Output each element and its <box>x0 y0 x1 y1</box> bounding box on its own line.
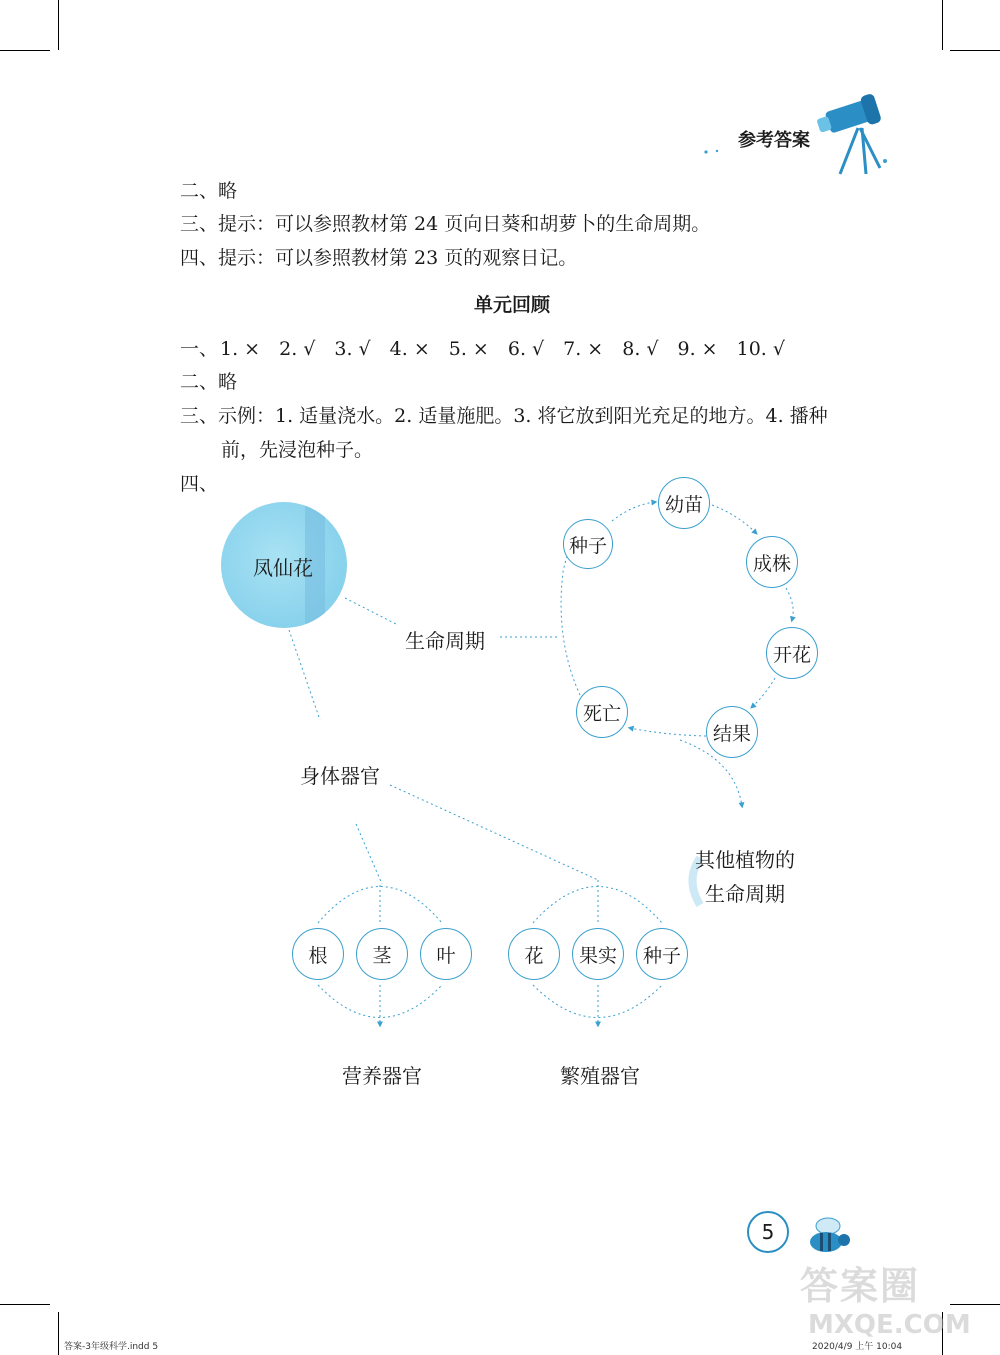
page-number: 5 <box>747 1211 789 1253</box>
cycle-node-seedling: 幼苗 <box>658 477 710 529</box>
organ-node-stem: 茎 <box>356 928 408 980</box>
reproductive-organs-label: 繁殖器官 <box>560 1064 640 1088</box>
answer-item: 4. × <box>389 338 430 360</box>
answer-q3-line1: 三、示例：1. 适量浇水。2. 适量施肥。3. 将它放到阳光充足的地方。4. 播种 <box>180 405 828 427</box>
question-prefix: 一、 <box>180 338 219 360</box>
answer-item: 8. √ <box>622 338 659 360</box>
answer-q4-prefix: 四、 <box>180 473 219 495</box>
cycle-node-fruiting: 结果 <box>706 706 758 758</box>
section-title: 单元回顾 <box>473 294 550 316</box>
other-plants-label-line2: 生命周期 <box>705 882 785 906</box>
life-cycle-label: 生命周期 <box>405 629 485 653</box>
answer-item: 7. × <box>563 338 604 360</box>
answer-q2: 二、略 <box>180 371 238 393</box>
cycle-node-death: 死亡 <box>576 686 628 738</box>
watermark-url: MXQE.COM <box>808 1310 971 1340</box>
cycle-node-seed: 种子 <box>563 519 613 569</box>
organ-node-fruit: 果实 <box>572 928 624 980</box>
cycle-node-mature-plant: 成株 <box>746 536 798 588</box>
answer-item: 6. √ <box>507 338 545 360</box>
answer-item: 1. × <box>220 338 261 360</box>
organ-node-leaf: 叶 <box>420 928 472 980</box>
watermark-logo-text: 答案圈 <box>800 1264 921 1308</box>
answer-item: 9. × <box>677 338 718 360</box>
bee-icon <box>798 1214 858 1258</box>
answer-item: 2. √ <box>279 338 316 360</box>
answer-line-3: 三、提示：可以参照教材第 24 页向日葵和胡萝卜的生命周期。 <box>180 213 711 235</box>
body-organs-label: 身体器官 <box>300 764 380 788</box>
footer-file-info: 答案-3年级科学.indd 5 <box>64 1342 159 1352</box>
organ-node-seed: 种子 <box>636 928 688 980</box>
answer-item: 10. √ <box>736 338 785 360</box>
other-plants-label-line1: 其他植物的 <box>695 848 795 872</box>
answer-item: 5. × <box>448 338 489 360</box>
cycle-node-flowering: 开花 <box>766 627 818 679</box>
answer-item: 3. √ <box>334 338 371 360</box>
vegetative-organs-label: 营养器官 <box>342 1064 422 1088</box>
footer-timestamp: 2020/4/9 上午 10:04 <box>812 1342 903 1352</box>
answer-line-4: 四、提示：可以参照教材第 23 页的观察日记。 <box>180 247 578 269</box>
organ-node-root: 根 <box>292 928 344 980</box>
organ-node-flower: 花 <box>508 928 560 980</box>
answer-q3-line2: 前，先浸泡种子。 <box>221 439 374 461</box>
header-label: 参考答案 <box>738 130 810 151</box>
center-concept-label: 凤仙花 <box>253 556 313 580</box>
answer-line-2: 二、略 <box>180 180 238 202</box>
